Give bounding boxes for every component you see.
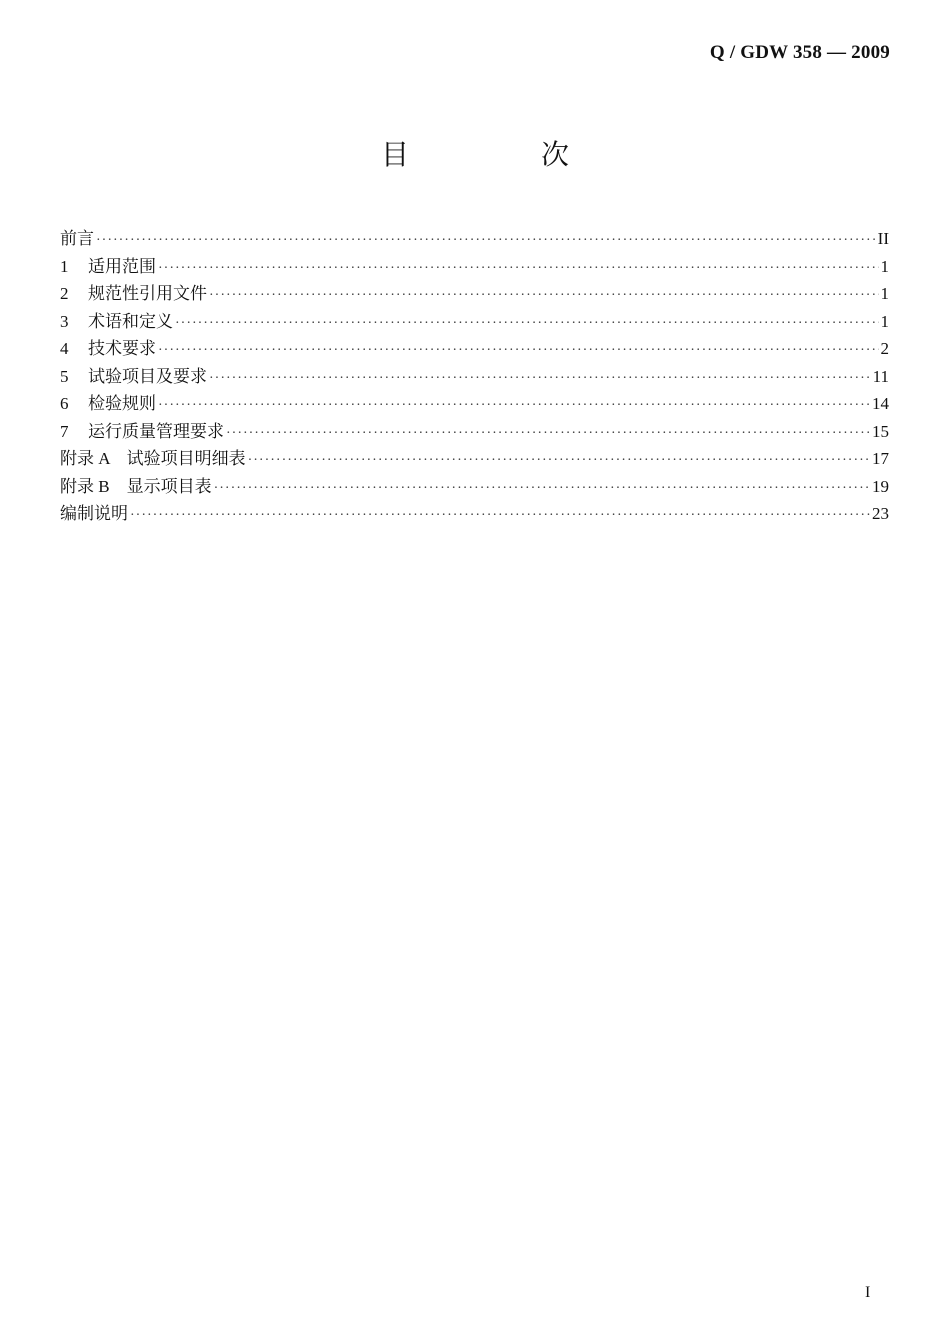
toc-entry-label: 运行质量管理要求 <box>88 421 224 441</box>
toc-leader-dots <box>158 261 879 277</box>
toc-entry-appendix-b[interactable] <box>60 472 889 500</box>
toc-leader-dots <box>158 398 870 414</box>
toc-entry-label: 规范性引用文件 <box>88 284 207 303</box>
toc-entry-4[interactable] <box>60 334 889 362</box>
toc-entry-number: 7 <box>60 421 69 441</box>
toc-entry-2[interactable] <box>60 279 889 307</box>
toc-leader-dots <box>209 288 879 304</box>
toc-entry-appendix-a[interactable] <box>60 444 889 472</box>
toc-leader-dots <box>214 481 870 497</box>
toc-entry-page: 1 <box>880 311 889 331</box>
toc-leader-dots <box>209 371 871 387</box>
toc-entry-5[interactable] <box>60 362 889 390</box>
toc-entry-page: 15 <box>872 421 889 441</box>
toc-leader-dots <box>175 316 879 332</box>
toc-entry-page: 19 <box>872 476 889 496</box>
toc-entry-number: 4 <box>60 339 69 358</box>
toc-leader-dots <box>226 426 870 442</box>
document-code: Q / GDW 358 — 2009 <box>709 42 890 63</box>
toc-entry-label: 前言 <box>60 229 94 248</box>
toc-entry-compilation-notes[interactable] <box>60 499 889 527</box>
toc-entry-6[interactable] <box>60 389 889 417</box>
toc-entry-label: 编制说明 <box>60 504 128 523</box>
toc-entry-label: 附录 B 显示项目表 <box>60 476 212 496</box>
toc-entry-number: 2 <box>60 284 69 303</box>
toc-entry-1[interactable] <box>60 252 889 280</box>
toc-entry-page: 17 <box>872 449 889 468</box>
toc-leader-dots <box>248 453 870 469</box>
toc-entry-page: 11 <box>872 366 889 386</box>
toc-entry-number: 1 <box>60 256 69 276</box>
toc-entry-label: 试验项目及要求 <box>88 366 207 386</box>
toc-leader-dots <box>96 233 876 249</box>
page-title: 目 次 <box>380 138 621 171</box>
toc-entry-label: 术语和定义 <box>88 311 173 331</box>
toc-entry-page: 1 <box>880 256 889 276</box>
toc-entry-label: 适用范围 <box>88 256 156 276</box>
table-of-contents <box>60 224 889 527</box>
toc-entry-label: 附录 A 试验项目明细表 <box>60 449 246 468</box>
toc-entry-page: 23 <box>872 504 889 523</box>
toc-entry-number: 5 <box>60 366 69 386</box>
toc-entry-page: 14 <box>872 394 889 413</box>
page-number: I <box>865 1284 871 1301</box>
toc-entry-3[interactable] <box>60 307 889 335</box>
toc-entry-preface[interactable] <box>60 224 889 252</box>
toc-entry-page: 1 <box>880 284 889 303</box>
toc-entry-page: II <box>877 229 889 248</box>
toc-entry-number: 6 <box>60 394 69 413</box>
toc-entry-label: 检验规则 <box>88 394 156 413</box>
toc-leader-dots <box>158 343 879 359</box>
toc-leader-dots <box>130 508 870 524</box>
toc-entry-number: 3 <box>60 311 69 331</box>
toc-entry-7[interactable] <box>60 417 889 445</box>
toc-entry-page: 2 <box>880 339 889 358</box>
toc-entry-label: 技术要求 <box>88 339 156 358</box>
